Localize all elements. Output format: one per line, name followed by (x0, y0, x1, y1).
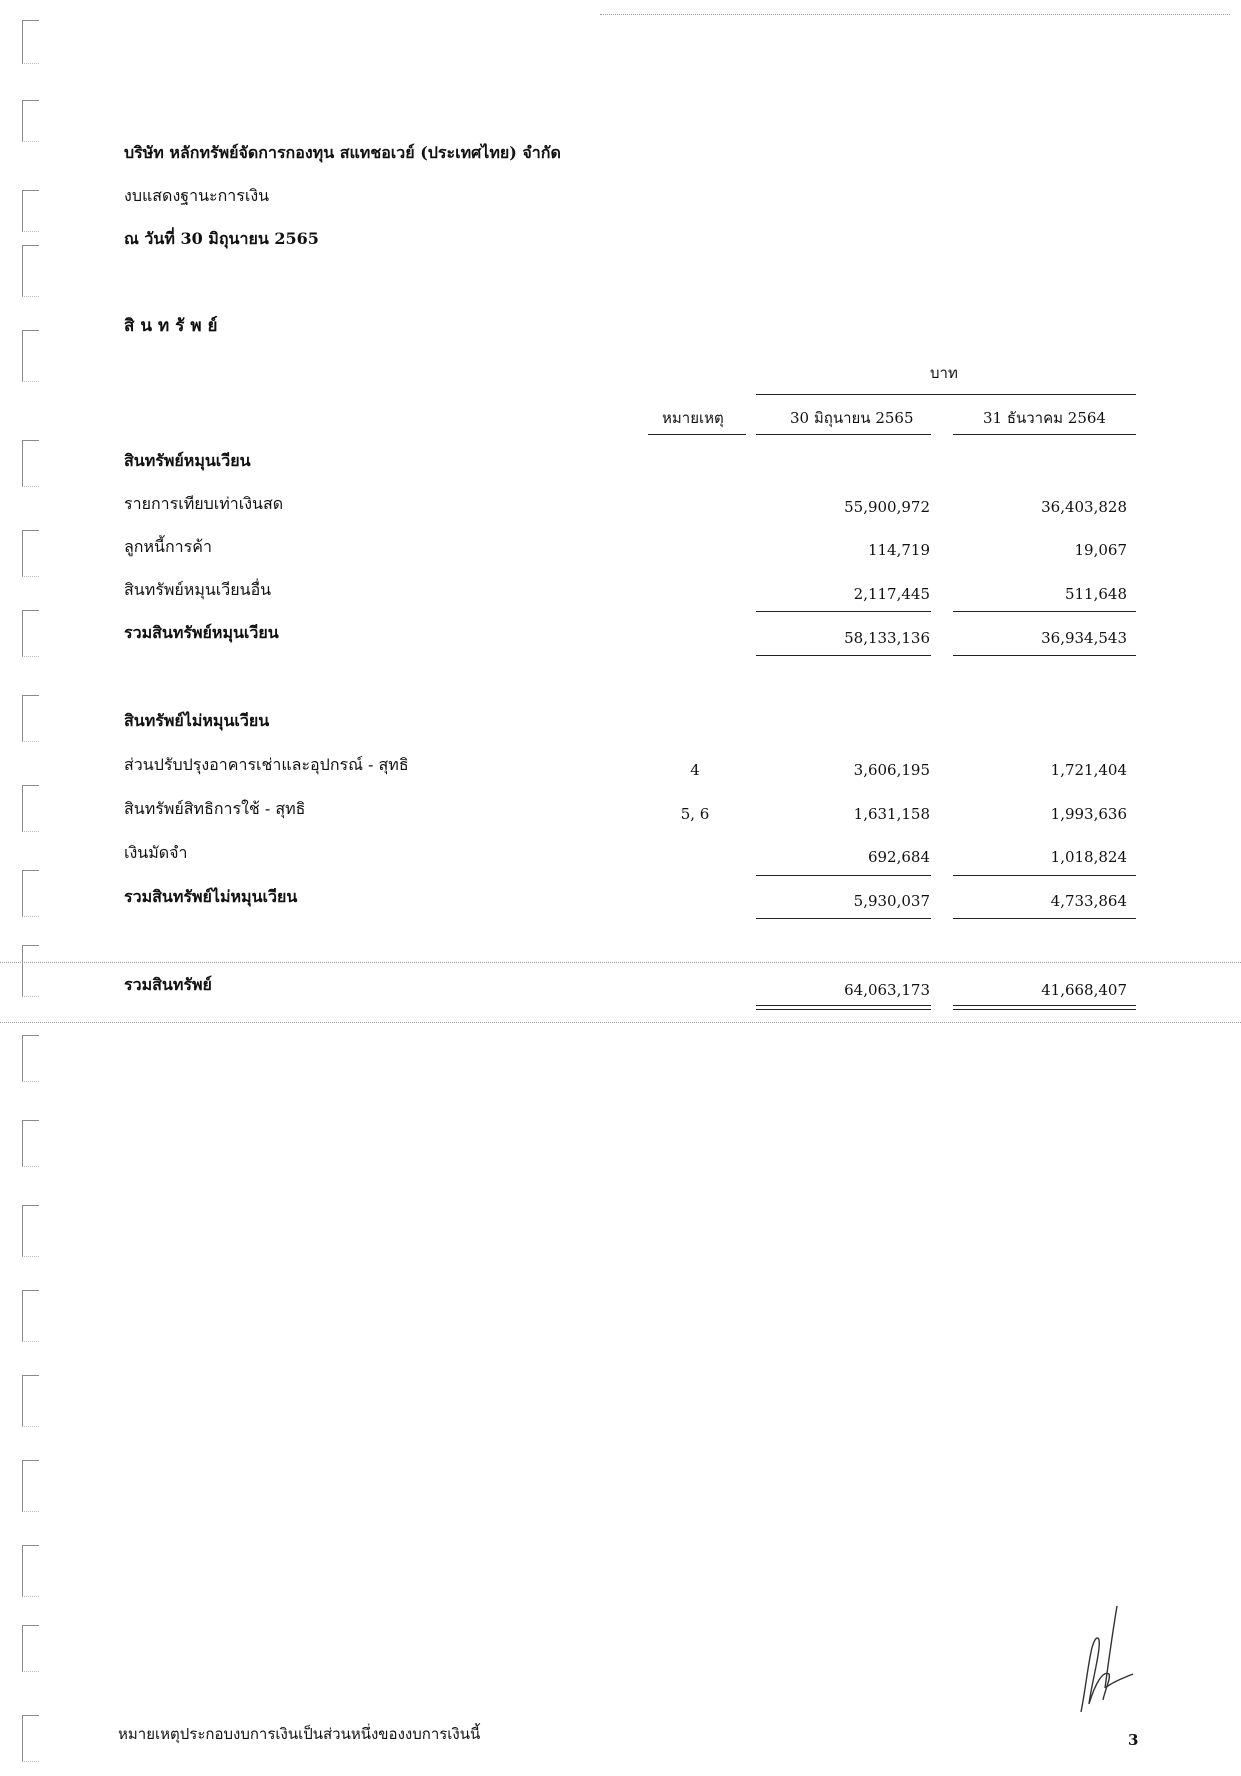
row-value-period1: 114,719 (867, 541, 930, 559)
row-note-ref: 4 (690, 761, 700, 779)
period1-header-underline (756, 434, 931, 435)
row-value-period1: 3,606,195 (853, 761, 930, 779)
row-label: เงินมัดจำ (124, 843, 188, 862)
row-value-period1: 55,900,972 (844, 498, 930, 516)
current-assets-heading: สินทรัพย์หมุนเวียน (124, 451, 251, 470)
total-assets-period2: 41,668,407 (1041, 981, 1127, 999)
period1-header: 30 มิถุนายน 2565 (790, 409, 914, 427)
row-value-period2: 36,403,828 (1041, 498, 1127, 516)
row-label: สินทรัพย์หมุนเวียนอื่น (124, 580, 272, 599)
note-header-underline (648, 434, 746, 435)
note-header: หมายเหตุ (662, 409, 724, 427)
statement-title: งบแสดงฐานะการเงิน (124, 186, 270, 205)
row-value-period1: 692,684 (867, 848, 930, 866)
grand-total-double-line (756, 1005, 931, 1010)
currency-underline (756, 394, 1136, 395)
statement-date: ณ วันที่ 30 มิถุนายน 2565 (124, 229, 319, 248)
row-label: รายการเทียบเท่าเงินสด (124, 494, 284, 513)
row-value-period2: 19,067 (1074, 541, 1127, 559)
row-value-period2: 1,721,404 (1050, 761, 1127, 779)
scan-line-middle-2 (0, 1022, 1241, 1023)
current-assets-total-label: รวมสินทรัพย์หมุนเวียน (124, 623, 279, 642)
row-value-period2: 511,648 (1064, 585, 1127, 603)
signature (1075, 1600, 1145, 1715)
subtotal-line (756, 611, 931, 612)
row-value-period2: 1,993,636 (1050, 805, 1127, 823)
current-assets-total-period2: 36,934,543 (1041, 629, 1127, 647)
footer-note: หมายเหตุประกอบงบการเงินเป็นส่วนหนึ่งของงบการเงินนี้ (118, 1725, 481, 1743)
row-value-period2: 1,018,824 (1050, 848, 1127, 866)
total-assets-label: รวมสินทรัพย์ (124, 975, 212, 994)
period2-header: 31 ธันวาคม 2564 (983, 409, 1106, 427)
row-label: ส่วนปรับปรุงอาคารเช่าและอุปกรณ์ - สุทธิ (124, 755, 409, 774)
noncurrent-assets-total-period1: 5,930,037 (853, 892, 930, 910)
row-value-period1: 2,117,445 (853, 585, 930, 603)
period2-header-underline (953, 434, 1136, 435)
noncurrent-assets-total-period2: 4,733,864 (1050, 892, 1127, 910)
total-line (953, 655, 1136, 656)
row-label: ลูกหนี้การค้า (124, 537, 212, 556)
company-name: บริษัท หลักทรัพย์จัดการกองทุน สแทชอเวย์ (ประเทศไทย) จำกัด (124, 143, 561, 162)
section-title: สินทรัพย์ (124, 316, 224, 336)
subtotal-line (756, 875, 931, 876)
total-assets-period1: 64,063,173 (844, 981, 930, 999)
row-value-period1: 1,631,158 (853, 805, 930, 823)
total-line (953, 918, 1136, 919)
subtotal-line (953, 875, 1136, 876)
row-label: สินทรัพย์สิทธิการใช้ - สุทธิ (124, 799, 306, 818)
subtotal-line (953, 611, 1136, 612)
row-note-ref: 5, 6 (680, 805, 710, 823)
scan-line-middle (0, 962, 1241, 963)
total-line (756, 655, 931, 656)
scan-line-top (600, 14, 1230, 15)
currency-header: บาท (930, 364, 958, 382)
current-assets-total-period1: 58,133,136 (844, 629, 930, 647)
page-number: 3 (1128, 1731, 1139, 1749)
noncurrent-assets-total-label: รวมสินทรัพย์ไม่หมุนเวียน (124, 887, 298, 906)
total-line (756, 918, 931, 919)
noncurrent-assets-heading: สินทรัพย์ไม่หมุนเวียน (124, 711, 270, 730)
grand-total-double-line (953, 1005, 1136, 1010)
